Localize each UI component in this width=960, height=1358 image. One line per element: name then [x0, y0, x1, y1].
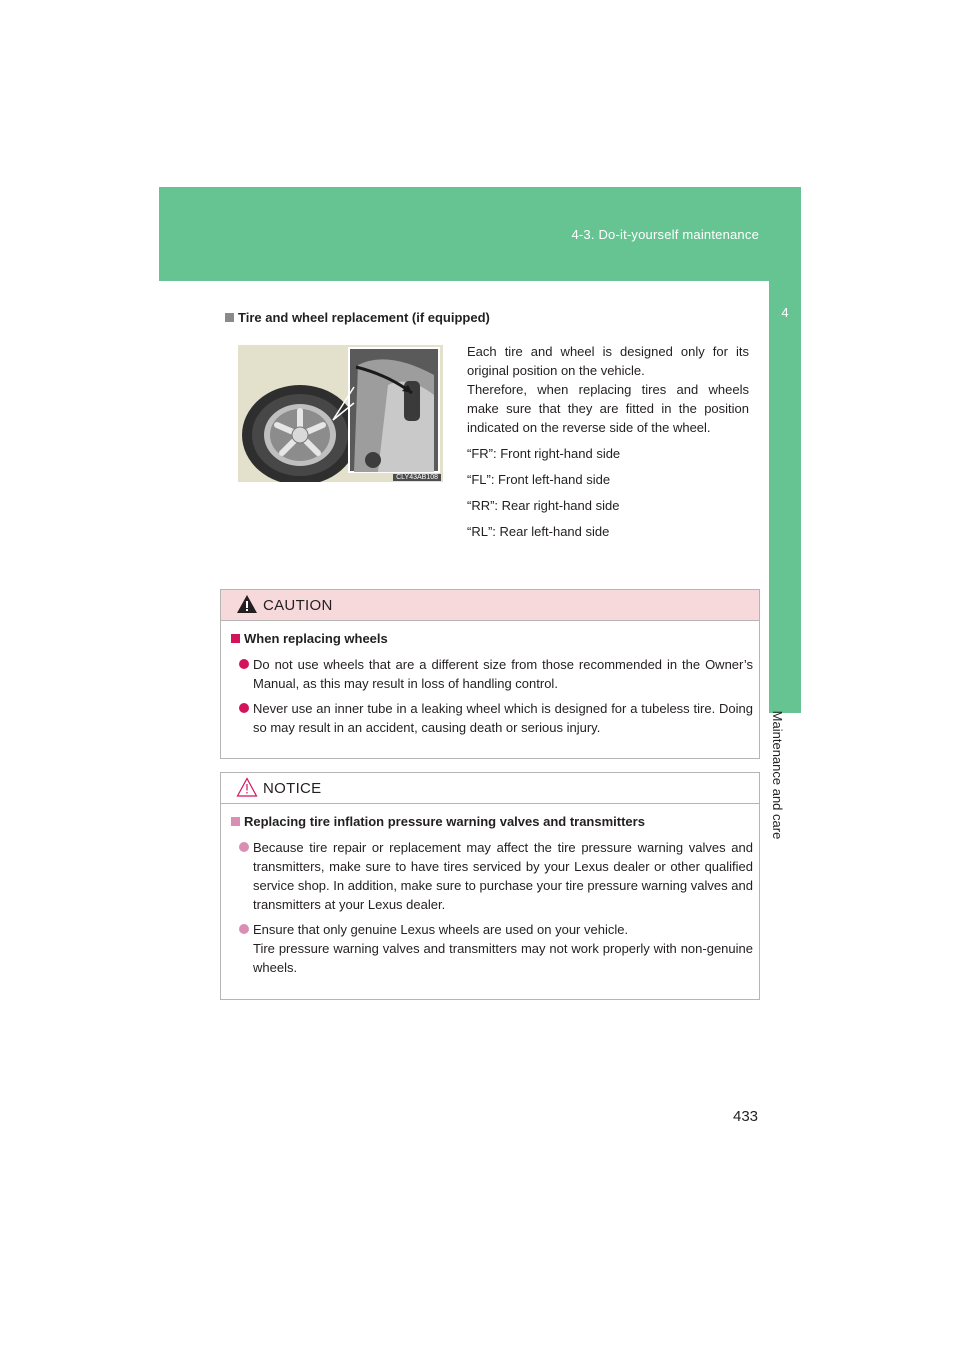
replacement-description: [467, 342, 749, 541]
wheel-illustration: [238, 345, 443, 482]
notice-subheading-text: Replacing tire inflation pressure warning valves and transmitters: [244, 814, 645, 829]
warning-triangle-icon: [236, 594, 258, 614]
caution-box: [220, 589, 760, 759]
notice-subheading: [231, 814, 753, 829]
notice-bullet: [231, 838, 753, 914]
caution-subheading: [231, 631, 753, 646]
wheel-photo: [238, 345, 443, 482]
square-bullet-icon: [231, 634, 240, 643]
notice-triangle-icon: [236, 777, 258, 797]
position-code-rl: “RL”: Rear left-hand side: [467, 524, 610, 539]
bullet-dot-icon: [239, 659, 249, 669]
notice-bullet-text: Tire pressure warning valves and transmitters may not work properly with non-genuine wheels.: [253, 941, 753, 975]
bullet-dot-icon: [239, 842, 249, 852]
description-paragraph: Each tire and wheel is designed only for its original position on the vehicle.: [467, 344, 749, 378]
notice-bullet-text: Ensure that only genuine Lexus wheels are used on your vehicle.: [253, 922, 629, 937]
caution-bullet-text: Do not use wheels that are a different size from those recommended in the Owner’s Manual, as this may result in loss of handling control.: [253, 657, 753, 691]
position-code-rr: “RR”: Rear right-hand side: [467, 498, 620, 513]
caution-bullet-text: Never use an inner tube in a leaking wheel which is designed for a tubeless tire. Doing so may result in an accident, causing death or serious injury.: [253, 701, 753, 735]
caution-header: [221, 590, 759, 621]
notice-box: [220, 772, 760, 1000]
position-code-fr: “FR”: Front right-hand side: [467, 446, 621, 461]
section-heading-text: Tire and wheel replacement (if equipped): [238, 310, 490, 325]
notice-bullet-text: Because tire repair or replacement may affect the tire pressure warning valves and transmitters, make sure to have tires serviced by your Lexus dealer or other qualified service shop. In addition, make sure to purchase your tire pressure warning valves and transmitters at your Lexus dealer.: [253, 840, 753, 912]
square-bullet-icon: [225, 313, 234, 322]
caution-bullet: [231, 699, 753, 737]
bullet-dot-icon: [239, 924, 249, 934]
image-code: CLY43AB108: [393, 474, 441, 481]
caution-bullet: [231, 655, 753, 693]
position-code-fl: “FL”: Front left-hand side: [467, 472, 611, 487]
section-title: 4-3. Do-it-yourself maintenance: [571, 227, 759, 242]
caution-subheading-text: When replacing wheels: [244, 631, 388, 646]
chapter-tab: [769, 281, 801, 713]
description-paragraph: Therefore, when replacing tires and wheels make sure that they are fitted in the position indicated on the reverse side of the wheel.: [467, 382, 749, 435]
notice-bullet: [231, 920, 753, 977]
chapter-header-band: [159, 187, 801, 281]
caution-title: CAUTION: [263, 597, 333, 614]
bullet-dot-icon: [239, 703, 249, 713]
notice-title: NOTICE: [263, 780, 322, 797]
section-heading: [225, 310, 490, 325]
chapter-number: 4: [781, 305, 789, 320]
square-bullet-icon: [231, 817, 240, 826]
chapter-title: Maintenance and care: [770, 710, 785, 840]
page-number: 433: [733, 1108, 759, 1125]
notice-header: [221, 773, 759, 804]
